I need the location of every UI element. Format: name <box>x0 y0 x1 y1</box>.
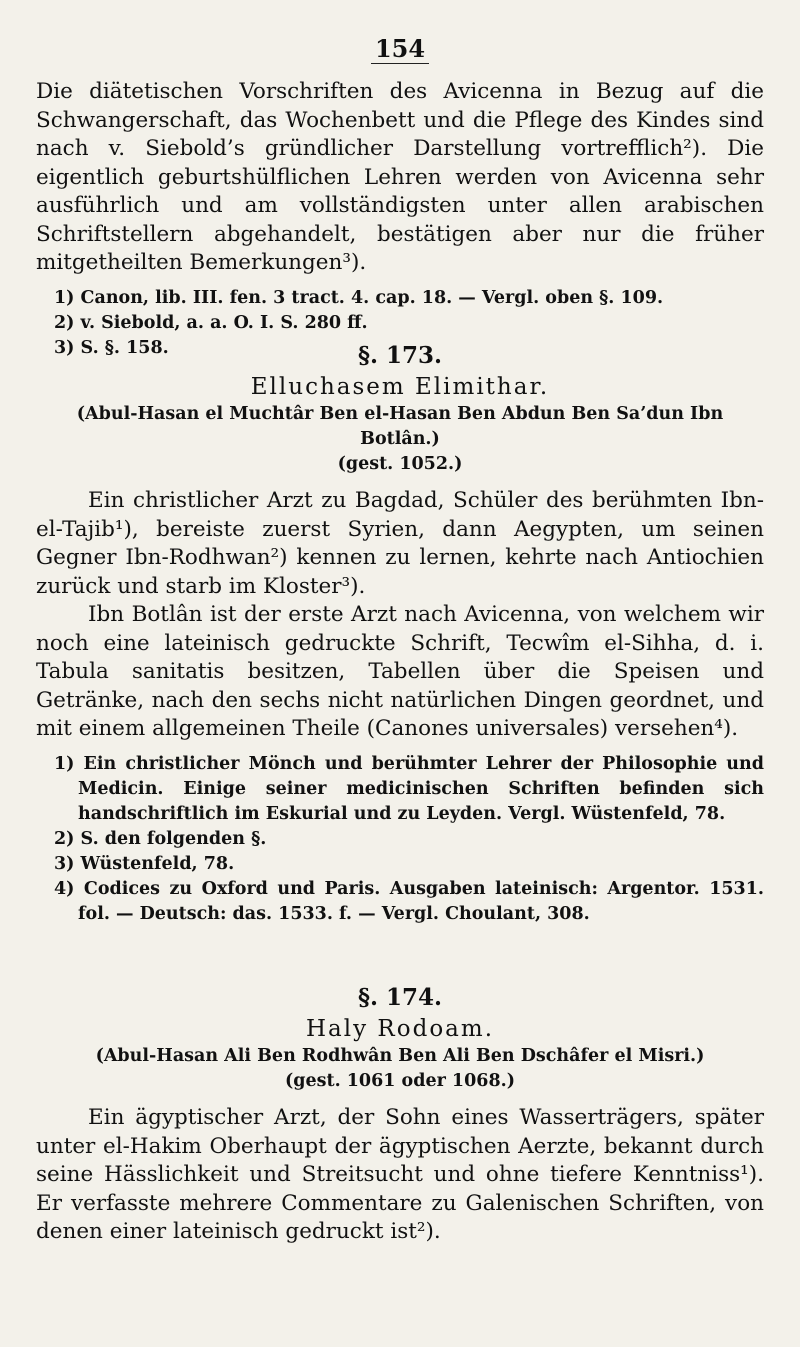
footnote: 1) Canon, lib. III. fen. 3 tract. 4. cap. 18. — Vergl. oben §. 109. <box>54 287 664 308</box>
section-174 <box>36 982 764 1247</box>
author-fullname: (Abul-Hasan el Muchtâr Ben el-Hasan Ben Abdun Ben Sa’dun Ibn Botlân.) <box>76 404 724 449</box>
author-death: (gest. 1061 oder 1068.) <box>284 1071 515 1091</box>
section-173 <box>36 340 764 927</box>
footnote: 4) Codices zu Oxford und Paris. Ausgaben lateinisch: Argentor. 1531. fol. — Deutsch: das. 1533. f. — Vergl. Choulant, 308. <box>54 878 764 924</box>
page-number: 154 <box>0 34 800 63</box>
footnote: 2) S. den folgenden §. <box>54 828 267 849</box>
footnote: 2) v. Siebold, a. a. O. I. S. 280 ff. <box>54 312 368 333</box>
section-heading: §. 173. <box>357 342 443 369</box>
author-fullname: (Abul-Hasan Ali Ben Rodhwân Ben Ali Ben Dschâfer el Misri.) <box>95 1046 705 1066</box>
author-name: Elluchasem Elimithar. <box>250 374 550 400</box>
intro-block <box>36 78 764 361</box>
author-death: (gest. 1052.) <box>337 454 463 474</box>
body-paragraph: Ibn Botlân ist der erste Arzt nach Avicenna, von welchem wir noch eine lateinisch gedruckte Schrift, Tecwîm el-Sihha, d. i. Tabula sanitatis besitzen, Tabellen über die Speisen und Getränke, nach den sechs nicht natürlichen Dingen geordnet, und mit einem allgemeinen Theile (Canones universales) versehen⁴). <box>36 602 764 741</box>
section-heading: §. 174. <box>357 984 443 1011</box>
body-paragraph: Ein ägyptischer Arzt, der Sohn eines Wasserträgers, später unter el-Hakim Oberhaupt der ägyptischen Aerzte, bekannt durch seine Hässlichkeit und Streitsucht und ohne tiefere Kenntniss¹). Er verfasste mehrere Commentare zu Galenischen Schriften, von denen einer lateinisch gedruckt ist²). <box>36 1105 764 1244</box>
footnote: 3) S. §. 158. <box>54 337 169 358</box>
footnote: 1) Ein christlicher Mönch und berühmter Lehrer der Philosophie und Medicin. Einige seiner medicinischen Schriften befinden sich handschriftlich im Eskurial und zu Leyden. Vergl. Wüstenfeld, 78. <box>54 753 764 824</box>
intro-paragraph: Die diätetischen Vorschriften des Avicenna in Bezug auf die Schwangerschaft, das Wochenbett und die Pflege des Kindes sind nach v. Siebold’s gründlicher Darstellung vortrefflich²). Die eigentlich geburtshülflichen Lehren werden von Avicenna sehr ausführlich und am vollständigsten unter allen arabischen Schriftstellern abgehandelt, bestätigen aber nur die früher mitgetheilten Bemerkungen³). <box>36 79 764 275</box>
author-name: Haly Rodoam. <box>306 1016 494 1042</box>
body-paragraph: Ein christlicher Arzt zu Bagdad, Schüler des berühmten Ibn-el-Tajib¹), bereiste zuerst Syrien, dann Aegypten, um seinen Gegner Ibn-Rodhwan²) kennen zu lernen, kehrte nach Antiochien zurück und starb im Kloster³). <box>36 488 764 599</box>
footnote: 3) Wüstenfeld, 78. <box>54 853 235 874</box>
